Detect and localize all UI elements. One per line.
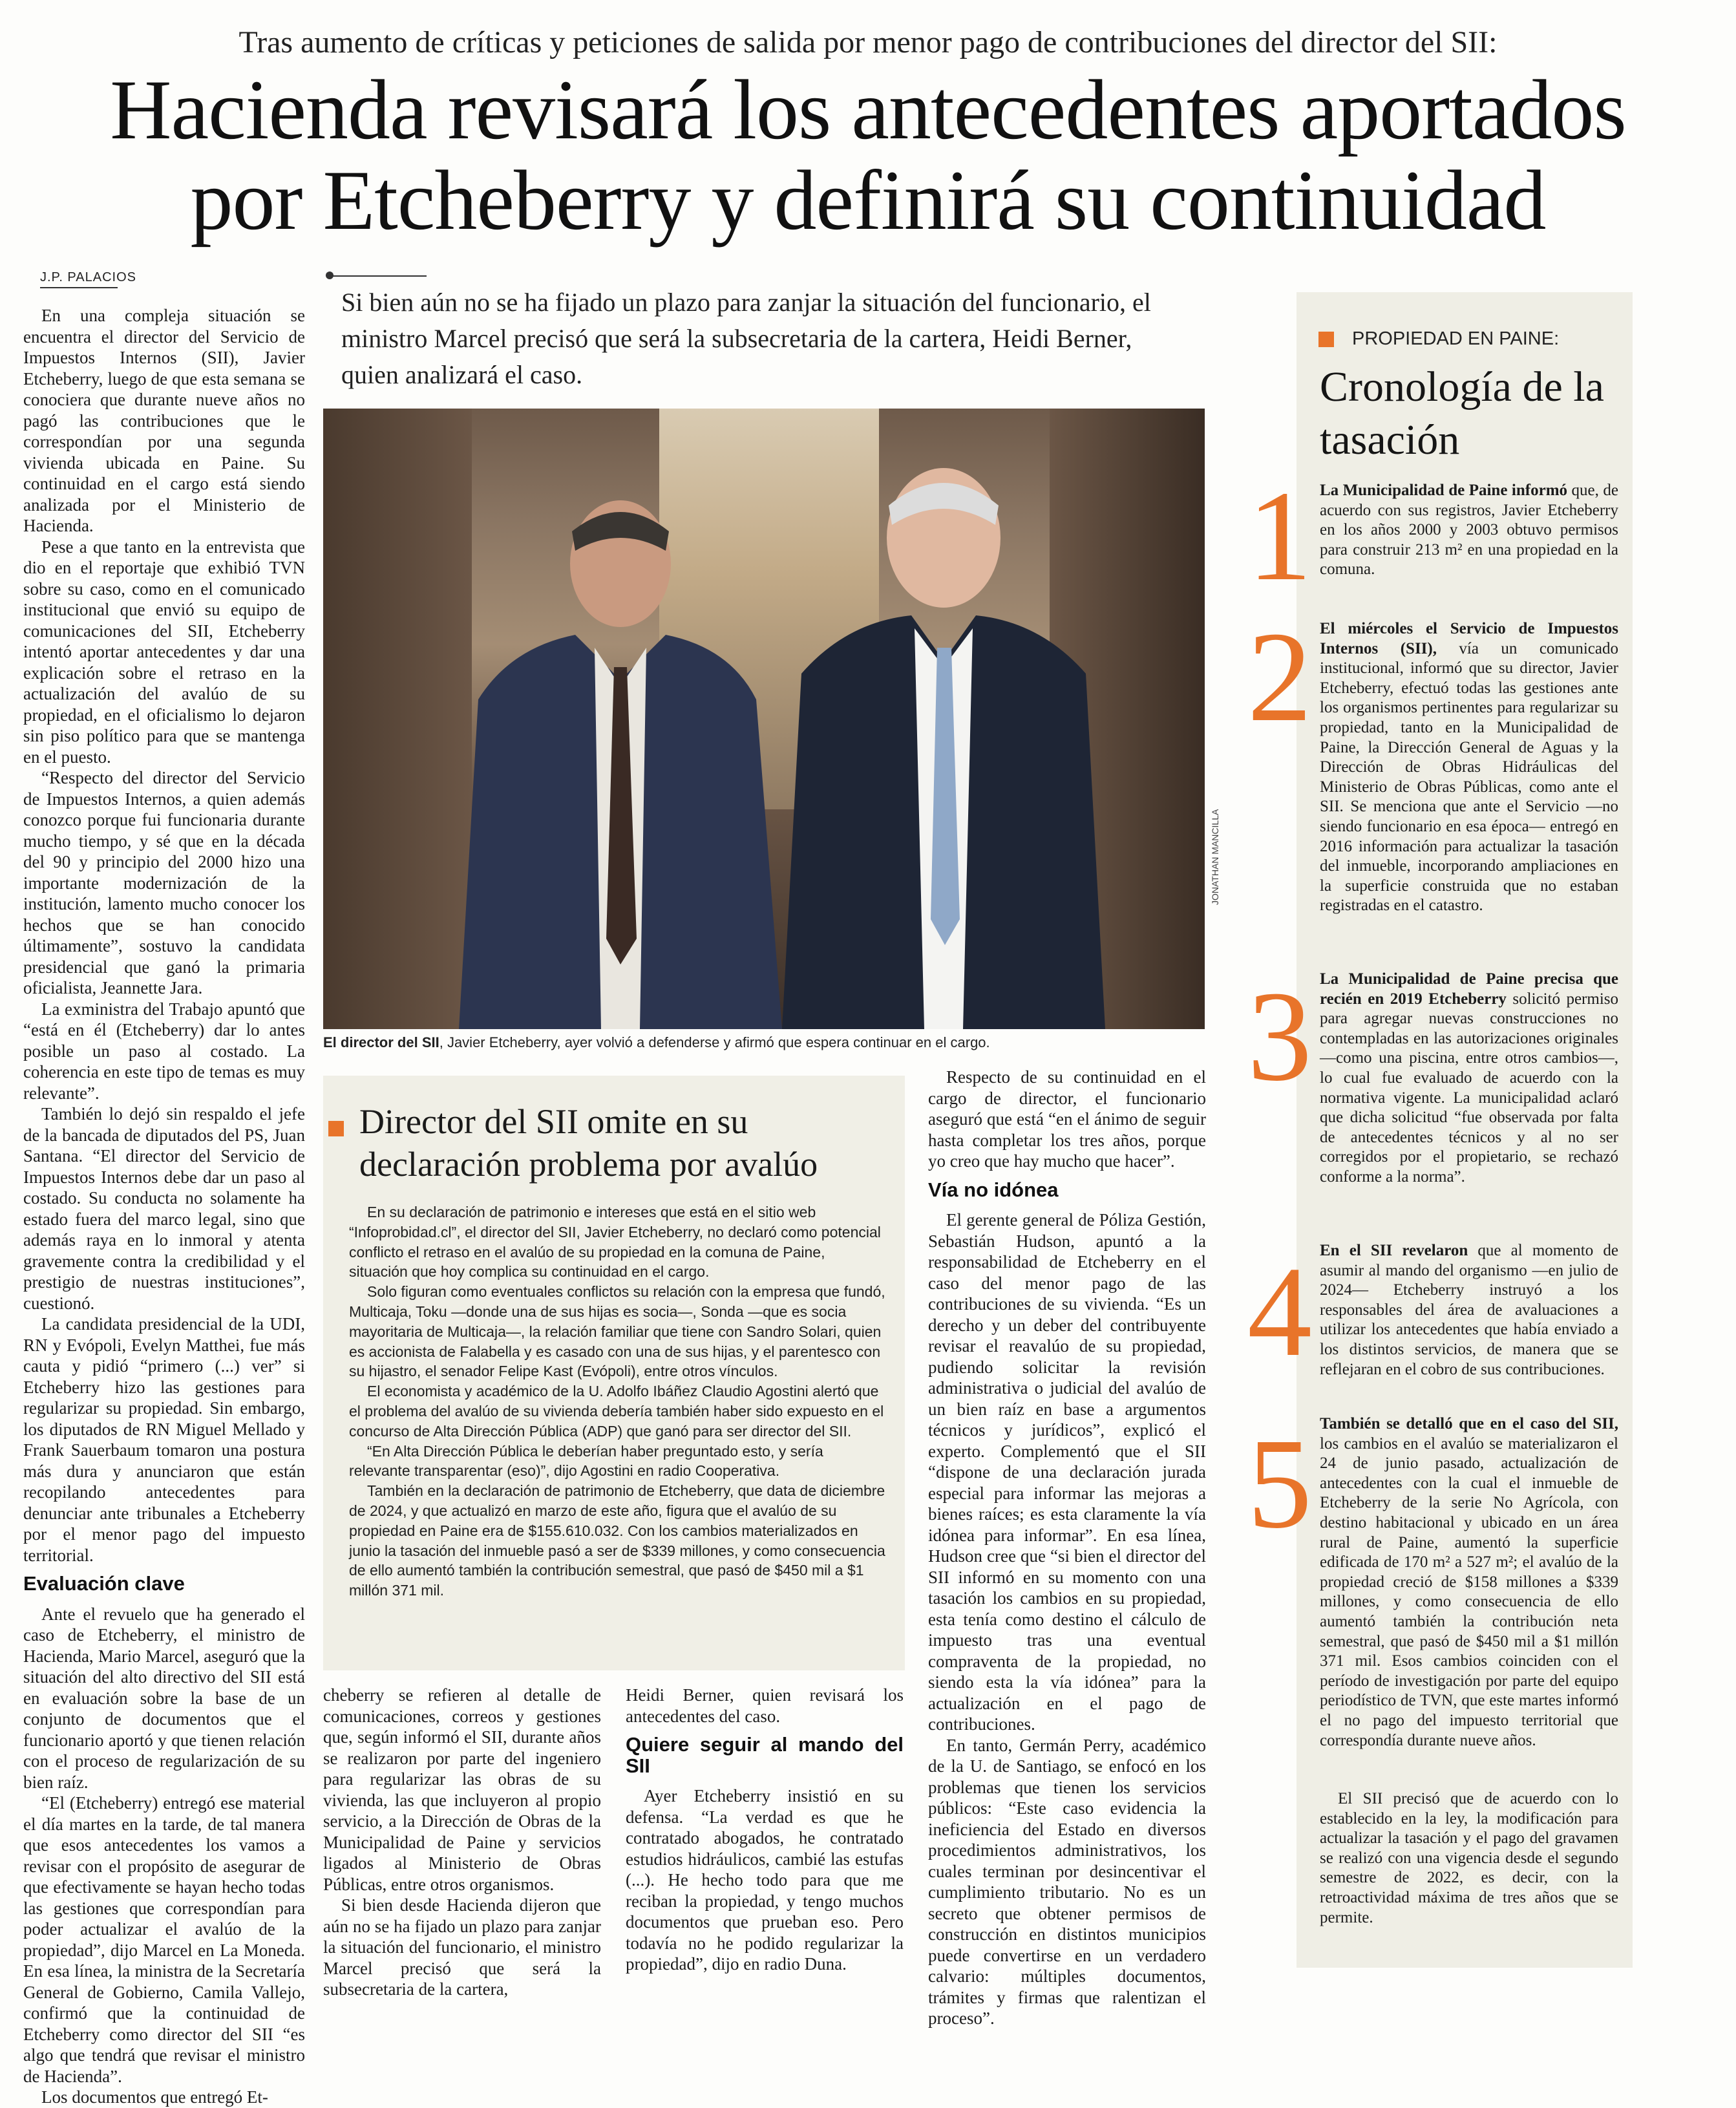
caption-text: , Javier Etcheberry, ayer volvió a defenderse y afirmó que espera continuar en el cargo. [439,1034,990,1050]
chronology-item [1320,1414,1618,1751]
paragraph: “En Alta Dirección Pública le deberían haber preguntado esto, y sería relevante transparentar (eso)”, dijo Agostini en radio Cooperativa. [349,1442,823,1480]
chronology-item [1320,1241,1618,1379]
subheading: Vía no idónea [928,1178,1059,1201]
paragraph: En una compleja situación se encuentra el director del Servicio de Impuestos Internos (SII), Javier Etcheberry, luego de que esta semana se conociera que durante nueve años no pagó las contribuciones que le correspondían por una segunda vivienda ubicada en Paine. Su continuidad en el cargo está siendo analizada por el Ministerio de Hacienda. [23,306,305,535]
chronology-item [1320,1789,1618,1928]
square-bullet-icon [1318,332,1334,347]
paragraph: Heidi Berner, quien revisará los antecedentes del caso. [626,1685,904,1726]
paragraph: También lo dejó sin respaldo el jefe de la bancada de diputados del PS, Juan Santana. “El director del Servicio de Impuestos Internos debe dar un paso al costado. Su conducta no solamente ha estado fuera del marco legal, sino que además raya en lo inmoral y atenta gravemente contra la credibilidad y el prestigio de nuestras instituciones”, cuestionó. [23,1104,305,1313]
sidebar-label: PROPIEDAD EN PAINE: [1352,328,1560,349]
item-text: vía un comunicado institucional, informó que su director, Javier Etcheberry, efectuó todas las gestiones ante los organismos pertinentes para regularizar su propiedad, tanto en la Municipalidad de Paine, la Dirección General de Aguas y la Dirección de Obras Hidráulicas del Ministerio de Obras Públicas, como ante el SII. Se menciona que ante el Servicio —no siendo funcionario en esa época— entregó en 2016 información para actualizar la tasación del inmueble, incorporando ampliaciones en la superficie construida que no estaban registradas en el catastro. [1320,639,1618,915]
photo-man-left [433,486,795,1029]
chronology-item [1320,619,1618,916]
item-text: que, de acuerdo con sus registros, Javier Etcheberry en los años 2000 y 2003 obtuvo permisos para construir 213 m² en una propiedad en la comuna. [1320,482,1618,579]
chronology-number: 3 [1247,965,1312,1108]
byline-rule [40,287,118,288]
column-2 [323,1685,601,2000]
item-bold: El miércoles el Servicio de Impuestos Internos (SII), [1320,620,1618,657]
paragraph: “El (Etcheberry) entregó ese material el día martes en la tarde, de tal manera que esos antecedentes los vamos a revisar con el propósito de asegurar de que efectivamente se hayan hecho todas las gestiones que correspondían para poder actualizar el avalúo de la propiedad”, dijo Marcel en La Moneda. En esa línea, la ministra de la Secretaría General de Gobierno, Camila Vallejo, confirmó que la continuidad de Etcheberry como director del SII “es algo que tendrá que revisar el ministro de Hacienda”. [23,1793,305,2086]
paragraph: La exministra del Trabajo apuntó que “está en él (Etcheberry) dar lo antes posible un paso al costado. La coherencia en este tipo de temas es muy relevante”. [23,999,305,1103]
item-text: los cambios en el avalúo se materializaron el 24 de junio pasado, actualización de antecedentes con la cual el inmueble de Etcheberry de la serie No Agrícola, con destino habitacional y ubicado en un área rural de Paine, aumentó la superficie edificada de 170 m² a 527 m²; el avalúo de la propiedad creció de $158 millones a $339 millones, y como consecuencia de ello aumentó también la contribución neta semestral, que pasó de $450 mil a $1 millón 371 mil. Esos cambios coinciden con el período de investigación por parte del equipo periodístico de TVN, que este martes informó el no pago del impuesto territorial que correspondía durante nueve años. [1320,1434,1618,1749]
byline: J.P. PALACIOS [40,270,136,284]
paragraph: Ayer Etcheberry insistió en su defensa. “La verdad es que he contratado abogados, he contratado estudios hidráulicos, cambié las estufas (...). He hecho todo para que me reciban la propiedad, y tengo muchos documentos que prueban eso. Pero todavía no he podido regularizar la propiedad”, dijo en radio Duna. [626,1786,904,1974]
paragraph: Pese a que tanto en la entrevista que dio en el reportaje que exhibió TVN sobre su caso, como en el comunicado institucional que envió su equipo de comunicaciones del SII, Etcheberry intentó aportar antecedentes y dar una explicación sobre el retraso en la actualización del avalúo de su propiedad, en el oficialismo lo dejaron sin piso político para que se mantenga en el puesto. [23,537,305,767]
headline-line-2: por Etcheberry y definirá su continuidad [190,153,1546,248]
paragraph: Los documentos que entregó Et- [41,2087,268,2107]
paragraph: El economista y académico de la U. Adolfo Ibáñez Claudio Agostini alertó que el problema del avalúo de su vivienda debería también haber sido expuesto en el concurso de Alta Dirección Pública (ADP) que ganó para ser director del SII. [349,1383,884,1440]
paragraph: En su declaración de patrimonio e intereses que está en el sitio web “Infoprobidad.cl”, el director del SII, Javier Etcheberry, no declaró como potencial conflicto el retraso en el avalúo de su propiedad en la comuna de Paine, situación que hoy complica su continuidad en el cargo. [349,1204,881,1281]
photo-credit: JONATHAN MANCILLA [1210,809,1220,905]
item-bold: La Municipalidad de Paine precisa que recién en 2019 Etcheberry [1320,970,1618,1008]
item-bold: La Municipalidad de Paine informó [1320,482,1568,499]
item-text: El SII precisó que de acuerdo con lo establecido en la ley, la modificación para actualizar la tasación y el pago del gravamen se realizó con una vigencia desde el segundo semestre de 2022, es decir, con la retroactividad máxima de tres años que se permite. [1320,1790,1618,1926]
paragraph: Solo figuran como eventuales conflictos su relación con la empresa que fundó, Multicaja, Toku —donde una de sus hijas es socia—, Sonda —que es socia mayoritaria de Multicaja—, la relación familiar que tiene con Sandro Solari, quien es accionista de Falabella y es casado con una de sus hijas, y el parentesco con su hijastro, el senador Felipe Kast (Evópoli), entre otros vínculos. [349,1283,885,1380]
item-text: solicitó permiso para agregar nuevas construcciones no contempladas en las autorizaciones originales —como una piscina, entre otros cambios—, lo cual fue evaluado de acuerdo con la normativa vigente. La municipalidad aclaró que dicha solicitud “fue observada por falta de antecedentes técnicos y al no ser corregidos por el propietario, se rechazó conforme a la norma”. [1320,990,1618,1186]
chronology-item [1320,970,1618,1187]
subheading: Quiere seguir al mando del SII [626,1733,904,1777]
chronology-number: 4 [1247,1240,1312,1383]
paragraph: En tanto, Germán Perry, académico de la U. de Santiago, se enfocó en los problemas que tienen los servicios públicos: “Este caso evidencia la ineficiencia del Estado en diversos procedimientos administrativos, los cuales terminan por desincentivar el cumplimiento tributario. No es un secreto que obtener permisos de construcción en distintos municipios puede convertirse en un verdadero calvario: múltiples documentos, trámites y firmas que ralentizan el proceso”. [928,1735,1206,2028]
item-bold: También se detalló que en el caso del SII, [1320,1415,1618,1432]
headline [26,62,1710,248]
chronology-number: 2 [1247,606,1312,749]
headline-line-1: Hacienda revisará los antecedentes aportados [110,62,1626,157]
lede: Si bien aún no se ha fijado un plazo para zanjar la situación del funcionario, el ministro Marcel precisó que será la subsecretaria de la cartera, Heidi Berner, quien analizará el caso. [341,288,1151,389]
item-text: que al momento de asumir al mando del organismo —en julio de 2024— Etcheberry instruyó a los responsables del área de avaluaciones a utilizar los antecedentes que había enviado a los distintos servicios, de manera que se reflejaran en el cobro de sus contribuciones. [1320,1242,1618,1378]
item-bold: En el SII revelaron [1320,1242,1468,1259]
photo-man-right [763,454,1125,1029]
lede-rule [330,275,427,277]
paragraph: Ante el revuelo que ha generado el caso de Etcheberry, el ministro de Hacienda, Mario Marcel, aseguró que la situación del alto directivo del SII está en evaluación sobre la base de un conjunto de documentos que el funcionario aportó y que tienen relación con el proceso de regularización de su bien raíz. [23,1604,305,1792]
column-4 [928,1067,1206,2029]
paragraph: Si bien desde Hacienda dijeron que aún no se ha fijado un plazo para zanjar la situación del funcionario, el ministro Marcel precisó que será la subsecretaria de la cartera, [323,1895,601,1999]
caption-bold: El director del SII [323,1034,439,1050]
paragraph: cheberry se refieren al detalle de comunicaciones, correos y gestiones que, según informó el SII, durante años se realizaron por parte del ingeniero para regularizar las obras de su vivienda, las que incluyeron al propio servicio, a la Dirección de Obras de la Municipalidad de Paine y servicios ligados al Ministerio de Obras Públicas, entre otros organismos. [323,1685,601,1894]
paragraph: Respecto de su continuidad en el cargo de director, el funcionario aseguró que está “en el ánimo de seguir hasta completar los tres años, porque yo creo que hay mucho que hacer”. [928,1067,1206,1171]
chronology-item [1320,481,1618,580]
photo-caption [323,1034,1205,1051]
sidebar-title: Cronología de la tasación [1320,363,1604,463]
column-3 [626,1685,904,1975]
paragraph: El gerente general de Póliza Gestión, Sebastián Hudson, apuntó a la responsabilidad de Etcheberry en el caso del menor pago de las contribuciones de su vivienda. “Es un derecho y un deber del contribuyente revisar el reavalúo de su propiedad, pudiendo solicitar la revisión administrativa o judicial del avalúo de un bien raíz en base a argumentos técnicos y jurídicos”, explicó el experto. Complementó que el SII “dispone de una declaración jurada especial para informar las mejoras a bienes raíces; es esta claramente la vía idónea para informar”. En esa línea, Hudson cree que “si bien el director del SII informó en su momento con una tasación los cambios en su propiedad, esta tenía como destino el cálculo de impuesto tras una eventual compraventa de la propiedad, no siendo esta la vía idónea” para la actualización en el pago de contribuciones. [928,1210,1206,1734]
chronology-number: 5 [1247,1412,1312,1555]
chronology-number: 1 [1247,465,1312,608]
box-title: Director del SII omite en su declaración problema por avalúo [359,1102,818,1184]
paragraph: También en la declaración de patrimonio de Etcheberry, que data de diciembre de 2024, y que actualizó en marzo de este año, figura que el avalúo de su propiedad en Paine era de $155.610.032. Con los cambios materializados en junio la tasación del inmueble pasó a ser de $339 millones, y como consecuencia de ello aumentó también la contribución semestral, que pasó de $450 mil a $1 millón 371 mil. [349,1482,885,1599]
square-bullet-icon [328,1121,344,1136]
kicker: Tras aumento de críticas y peticiones de salida por menor pago de contribuciones del director del SII: [238,25,1498,59]
paragraph: “Respecto del director del Servicio de Impuestos Internos, a quien además conozco porque fui funcionaria durante mucho tiempo, y sé que en la década del 90 y principio del 2000 hizo una importante modernización de la institución, lamento mucho conocer los hechos que se han conocido últimamente”, sostuvo la candidata presidencial que ganó la primaria oficialista, Jeannette Jara. [23,768,305,997]
paragraph: La candidata presidencial de la UDI, RN y Evópoli, Evelyn Matthei, fue más cauta y pidió “primero (...) ver” si Etcheberry hizo las gestiones para regularizar su propiedad. Sin embargo, los diputados de RN Miguel Mellado y Frank Sauerbaum tomaron una postura más dura y anunciaron que están recopilando antecedentes para denunciar ante tribunales a Etcheberry por el menor pago del impuesto territorial. [23,1314,305,1565]
news-photo [323,409,1205,1029]
subheading: Evaluación clave [23,1572,185,1595]
box-body [349,1202,885,1601]
column-1 [23,305,305,2108]
